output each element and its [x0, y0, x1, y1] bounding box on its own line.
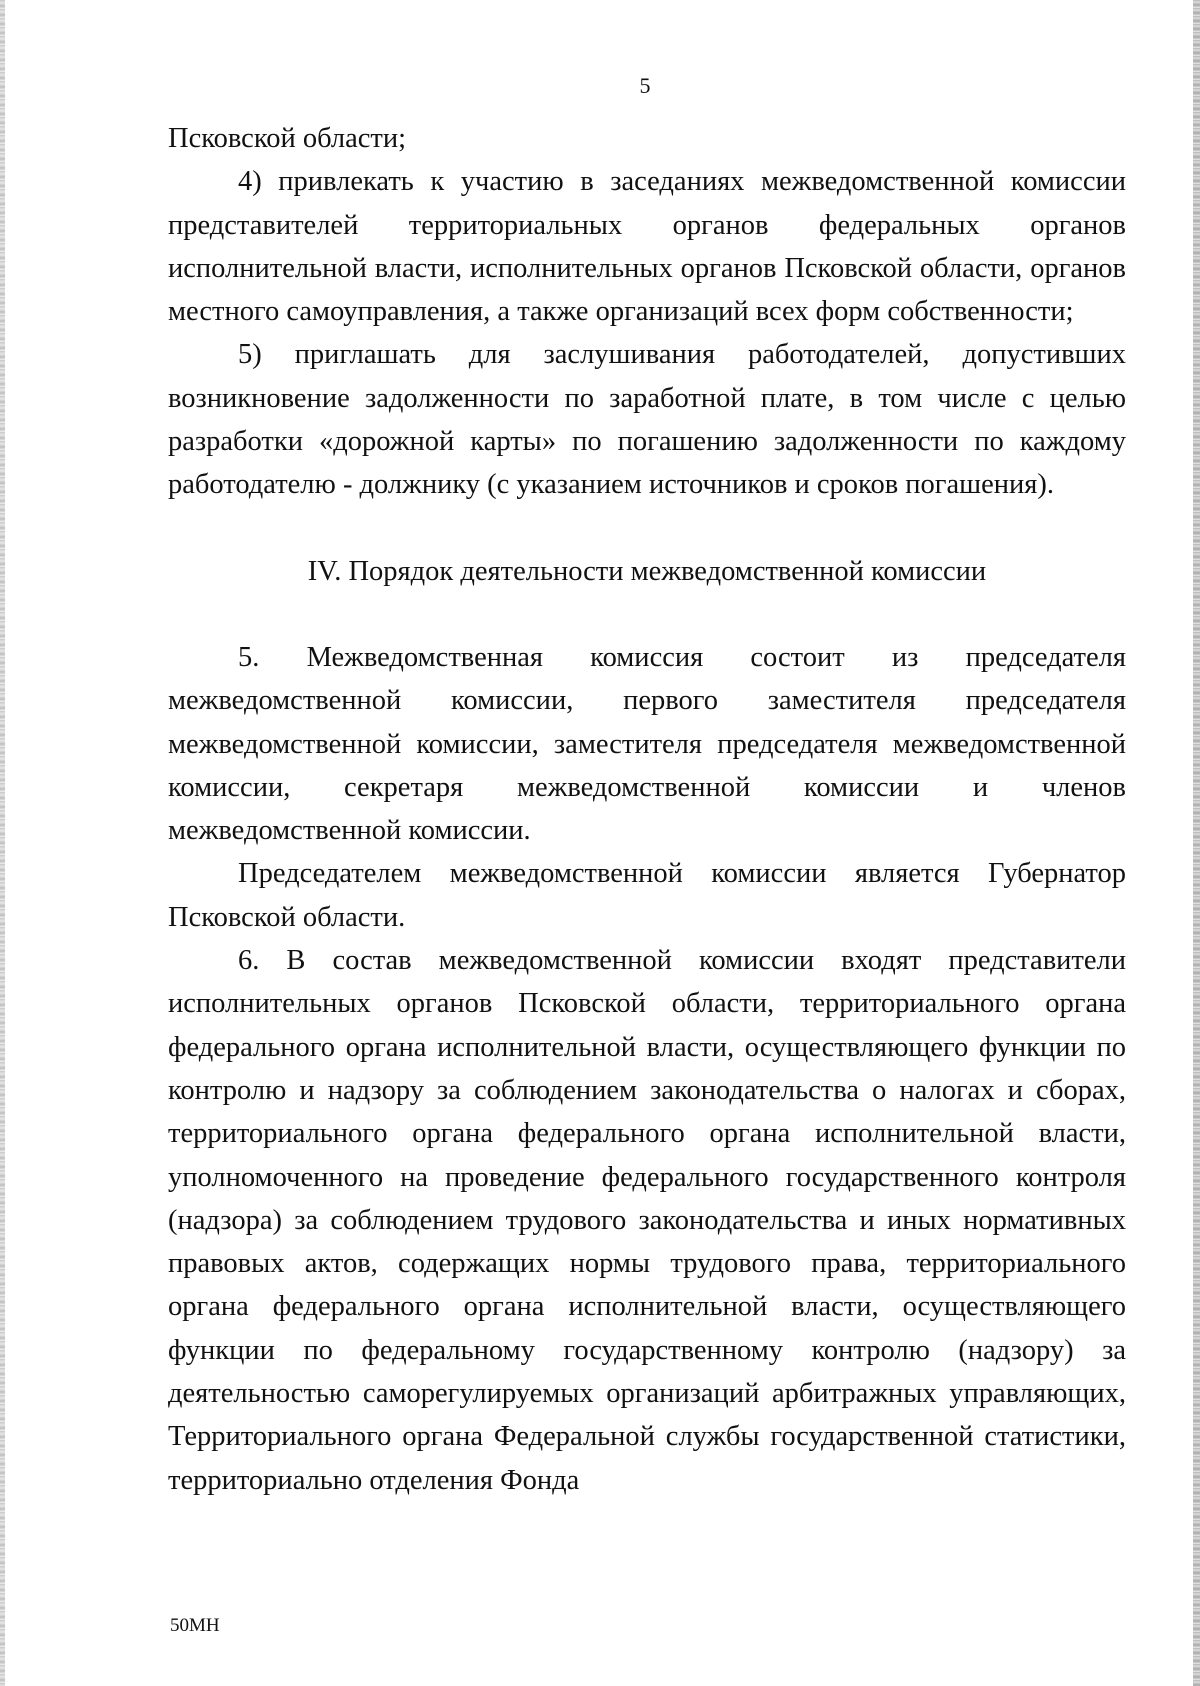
scan-edge-right: [1193, 0, 1200, 1686]
paragraph-clause-6: 6. В состав межведомственной комиссии входят представители исполнительных органов Псковской области, территориального органа федерального органа исполнительной власти, осуществляющего функции по контролю и надзору за соблюдением законодательства о налогах и сборах, территориального органа федерального органа исполнительной власти, уполномоченного на проведение федерального государственного контроля (надзора) за соблюдением трудового законодательства и иных нормативных правовых актов, содержащих нормы трудового права, территориального органа федерального органа исполнительной власти, осуществляющего функции по федеральному государственному контролю (надзору) за деятельностью саморегулируемых организаций арбитражных управляющих, Территориального органа Федеральной службы государственной статистики, территориально отделения Фонда: [168, 945, 1126, 1496]
paragraph-item-4: 4) привлекать к участию в заседаниях межведомственной комиссии представителей территориальных органов федеральных органов исполнительной власти, исполнительных органов Псковской области, органов местного самоуправления, а также организаций всех форм собственности;: [168, 166, 1126, 328]
page-number: 5: [639, 73, 651, 98]
paragraph-chairman: Председателем межведомственной комиссии является Губернатор Псковской области.: [168, 858, 1126, 933]
footer-document-code: 50МН: [170, 1615, 220, 1636]
scan-edge-left: [0, 0, 5, 1686]
document-body: [168, 117, 1126, 1502]
section-heading: IV. Порядок деятельности межведомственной комиссии: [307, 555, 987, 587]
paragraph-item-5: 5) приглашать для заслушивания работодателей, допустивших возникновение задолженности по заработной плате, в том числе с целью разработки «дорожной карты» по погашению задолженности по каждому работодателю - должнику (с указанием источников и сроков погашения).: [168, 339, 1126, 501]
paragraph-continuation: Псковской области;: [168, 123, 407, 154]
paragraph-clause-5: 5. Межведомственная комиссия состоит из председателя межведомственной комиссии, первого заместителя председателя межведомственной комиссии, заместителя председателя межведомственной комиссии, секретаря межведомственной комиссии и членов межведомственной комиссии.: [168, 641, 1126, 847]
